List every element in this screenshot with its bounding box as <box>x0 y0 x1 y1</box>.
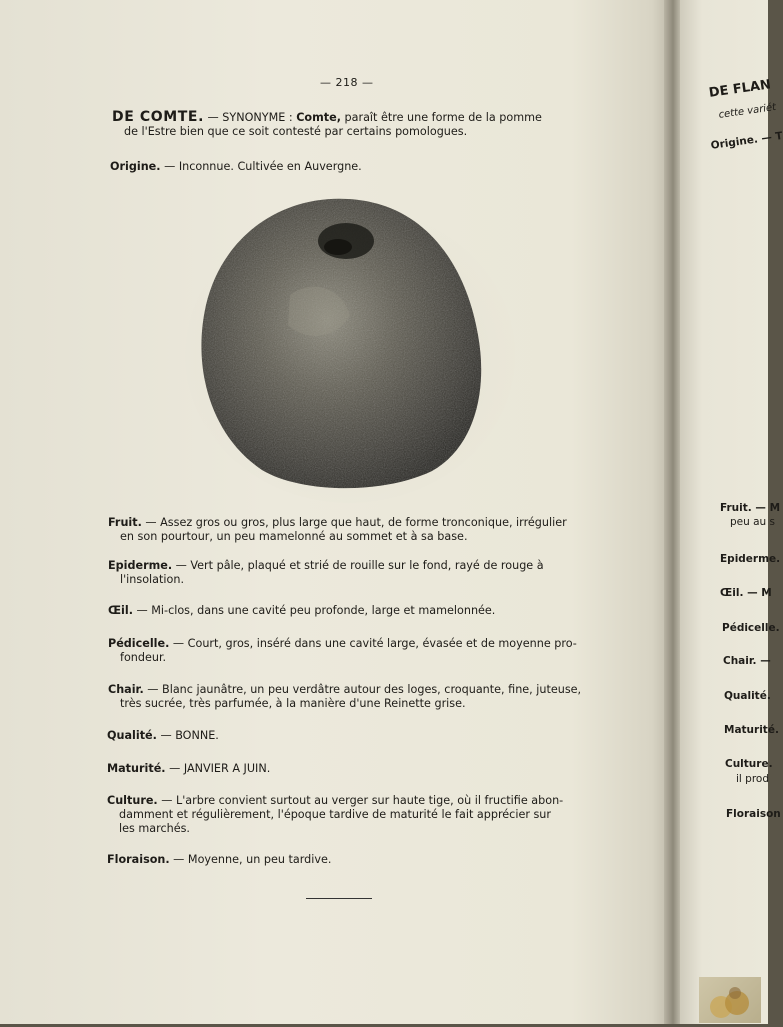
synonym-line2: de l'Estre bien que ce soit contesté par certains pomologues. <box>124 125 468 138</box>
fruit-text: — Assez gros ou gros, plus large que haut, de forme tronconique, irrégulier <box>141 516 567 529</box>
qualite-label: Qualité. <box>107 729 157 742</box>
epiderme-label: Epiderme. <box>108 559 173 572</box>
culture-label: Culture. <box>107 794 158 807</box>
right-culture: Culture. <box>725 758 773 770</box>
epiderme-text: — Vert pâle, plaqué et strié de rouille sur le fond, rayé de rouge à <box>172 559 544 572</box>
right-floraison: Floraison <box>726 808 781 820</box>
right-qualite: Qualité. <box>724 690 771 702</box>
floraison-label: Floraison. <box>107 853 170 866</box>
right-epiderme: Epiderme. <box>720 553 781 565</box>
origine-text: — Inconnue. Cultivée en Auvergne. <box>160 160 362 173</box>
right-oeil: Œil. — M <box>720 587 772 599</box>
maturite-label: Maturité. <box>107 762 166 775</box>
chair-text: — Blanc jaunâtre, un peu verdâtre autour des loges, croquante, fine, juteuse, <box>143 683 582 696</box>
variety-title: DE COMTE. <box>112 109 204 125</box>
chair-label: Chair. <box>108 683 144 696</box>
fruit-label: Fruit. <box>108 516 142 529</box>
right-culture-line2: il prod <box>736 773 770 785</box>
field-oeil <box>108 604 598 618</box>
right-page <box>680 0 783 1024</box>
origine-row <box>110 160 600 174</box>
oeil-text: — Mi-clos, dans une cavité peu profonde, large et mamelonnée. <box>132 604 496 617</box>
field-pedicelle <box>108 637 598 665</box>
field-fruit <box>108 516 598 544</box>
right-maturite: Maturité. <box>724 724 779 736</box>
end-rule <box>306 898 372 899</box>
epiderme-text-line2: l'insolation. <box>120 573 185 586</box>
synonym-rest: paraît être une forme de la pomme <box>340 111 542 124</box>
qualite-text: — BONNE. <box>156 729 219 742</box>
right-origine: Origine. — T <box>710 129 783 152</box>
field-epiderme <box>108 559 598 587</box>
right-subtitle: cette variét <box>718 101 777 121</box>
oeil-label: Œil. <box>108 604 133 617</box>
right-fruit-line2: peu au s <box>730 516 776 528</box>
pedicelle-text: — Court, gros, inséré dans une cavité large, évasée et de moyenne pro- <box>169 637 577 650</box>
corner-watermark-thumbnail <box>699 977 761 1023</box>
right-title: DE FLAN <box>708 77 772 101</box>
pedicelle-label: Pédicelle. <box>108 637 170 650</box>
origine-label: Origine. <box>110 160 161 173</box>
field-qualite <box>107 729 597 743</box>
right-pedicelle: Pédicelle. <box>722 622 780 634</box>
culture-text-line3: les marchés. <box>119 822 190 835</box>
field-maturite <box>107 762 597 776</box>
fruit-text-line2: en son pourtour, un peu mamelonné au sommet et à sa base. <box>120 530 468 543</box>
culture-text-line2: damment et régulièrement, l'époque tardive de maturité le fait apprécier sur <box>119 808 551 821</box>
field-floraison <box>107 853 597 867</box>
floraison-text: — Moyenne, un peu tardive. <box>169 853 332 866</box>
page-number: — 218 — <box>320 76 374 89</box>
field-culture <box>107 794 597 836</box>
synonym-name: Comte, <box>296 111 341 124</box>
culture-text: — L'arbre convient surtout au verger sur haute tige, où il fructifie abon- <box>157 794 564 807</box>
right-fruit: Fruit. — M <box>720 502 781 514</box>
chair-text-line2: très sucrée, très parfumée, à la manière d'une Reinette grise. <box>120 697 466 710</box>
entry-heading <box>112 110 602 139</box>
synonym-lead: — SYNONYME : <box>204 111 297 124</box>
right-chair: Chair. — <box>723 655 771 667</box>
field-chair <box>108 683 598 711</box>
maturite-text: — JANVIER A JUIN. <box>165 762 271 775</box>
pedicelle-text-line2: fondeur. <box>120 651 167 664</box>
apple-illustration <box>170 185 520 505</box>
